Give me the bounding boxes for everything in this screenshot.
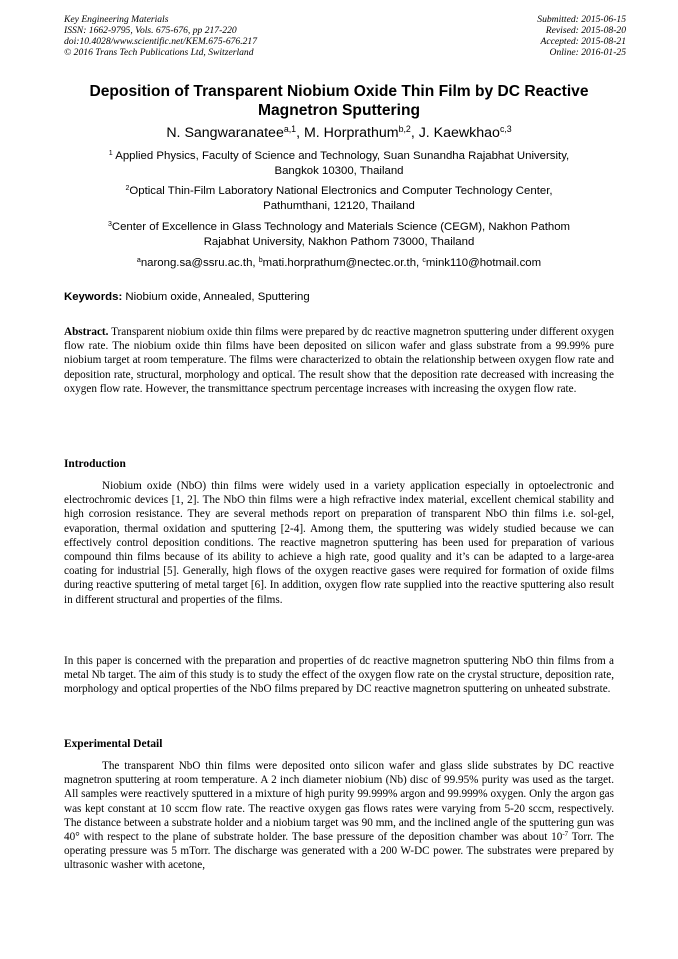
introduction-paragraph-2: In this paper is concerned with the preparation and properties of dc reactive magnetron sputtering NbO thin films from a metal Nb target. The aim of this study is to study the effect of the oxygen flow rate on the crystal structure, deposition rate, morphology and optical properties of the NbO films prepared by DC reactive magnetron sputtering on unheated substrate.	[64, 655, 614, 696]
keywords-label: Keywords:	[64, 291, 123, 303]
email-address[interactable]: mati.horprathum@nectec.or.th,	[262, 257, 423, 269]
journal-header	[64, 14, 257, 58]
date-online: Online: 2016-01-25	[549, 47, 626, 58]
author-name: M. Horprathum	[303, 125, 399, 141]
author-list	[64, 124, 614, 142]
affiliation-line: Pathumthani, 12120, Thailand	[263, 200, 415, 212]
affiliation-line: Bangkok 10300, Thailand	[274, 165, 404, 177]
experimental-text: Torr. The operating pressure was 5 mTorr. The discharge was generated with a 200 W-DC power. The substrates were prepared by ultrasonic washer with acetone,	[64, 831, 614, 872]
affiliation-line: Optical Thin-Film Laboratory National Electronics and Computer Technology Center,	[129, 185, 553, 197]
email-sup: a	[136, 257, 141, 265]
paper-title	[64, 82, 614, 120]
affiliation-3	[64, 220, 614, 250]
author-sup: b,2	[398, 124, 411, 135]
abstract-text: Transparent niobium oxide thin films were prepared by dc reactive magnetron sputtering under different oxygen flow rate. The niobium oxide thin films have been deposited on silicon wafer and glass substrate from a 99.99% pure niobium target at room temperature. The films were characterized to obtain the relationship between oxygen flow rate and deposition rate, structural, morphology and optical. The result show that the deposition rate decreased with increasing the oxygen flow rate. However, the transmittance spectrum percentage increases with increasing the oxygen flow rate.	[64, 326, 614, 395]
affiliation-2	[64, 184, 614, 214]
author-separator: ,	[410, 125, 419, 141]
experimental-heading: Experimental Detail	[64, 738, 163, 750]
affiliation-line: Applied Physics, Faculty of Science and Technology, Suan Sunandha Rajabhat University,	[112, 150, 570, 162]
affiliation-number: 2	[125, 185, 130, 193]
date-revised: Revised: 2015-08-20	[545, 25, 626, 36]
keywords-text: Niobium oxide, Annealed, Sputtering	[122, 291, 310, 303]
keywords	[64, 290, 614, 305]
abstract	[64, 325, 614, 396]
introduction-heading: Introduction	[64, 458, 126, 470]
title-line-2: Magnetron Sputtering	[258, 102, 420, 119]
affiliation-number: 1	[108, 150, 113, 158]
journal-issn: ISSN: 1662-9795, Vols. 675-676, pp 217-220	[64, 25, 237, 36]
date-submitted: Submitted: 2015-06-15	[537, 14, 626, 25]
affiliation-number: 3	[107, 221, 112, 229]
title-line-1: Deposition of Transparent Niobium Oxide Thin Film by DC Reactive	[89, 83, 589, 100]
affiliation-line: Center of Excellence in Glass Technology and Materials Science (CEGM), Nakhon Pathom	[111, 221, 571, 233]
pressure-exponent: -7	[562, 830, 569, 839]
introduction-paragraph-1: Niobium oxide (NbO) thin films were widely used in a variety application especially in optoelectronic and electrochromic devices [1, 2]. The NbO thin films were a high refractive index material, excellent chemical stability and high corrosion resistance. They are several methods report on preparation of transparent NbO thin films i.e. sol-gel, evaporation, thermal oxidation and sputtering [2-4]. Among them, the sputtering was widely studied because we can effectively control deposition conditions. The reactive magnetron sputtering has been used for preparation of various compound thin films because of its ability to achieve a high rate, good quality and it’s can be adapted to a large-area coating for industrial [5]. Generally, high flows of the oxygen reactive gases were required for formation of oxide films during reactive sputtering of metal target [6]. In addition, oxygen flow rate supplied into the reactive sputtering also result in different structural and properties of the films.	[64, 480, 614, 606]
experimental-text: The transparent NbO thin films were deposited onto silicon wafer and glass slide substrates by DC reactive magnetron sputtering at room temperature. A 2 inch diameter niobium (Nb) disc of 99.95% purity was used as the target. All samples were reactively sputtered in a mixture of high purity 99.999% argon and 99.999% oxygen. Only the argon gas was kept constant at 10 sccm flow rate. The reactive oxygen gas flows rates were varying from 5-20 sccm, respectively. The distance between a substrate holder and a niobium target was 90 mm, and the inclined angle of the sputtering gun was 40° with respect to the plane of substrate holder. The base pressure of the deposition chamber was about 10	[64, 760, 614, 844]
dates-header	[537, 14, 626, 58]
date-accepted: Accepted: 2015-08-21	[540, 36, 626, 47]
email-address[interactable]: narong.sa@ssru.ac.th,	[140, 257, 259, 269]
author-name: N. Sangwaranatee	[166, 125, 284, 141]
experimental-paragraph-1	[64, 759, 614, 873]
journal-doi: doi:10.4028/www.scientific.net/KEM.675-676.217	[64, 36, 258, 47]
abstract-label: Abstract.	[64, 326, 109, 338]
journal-copyright: © 2016 Trans Tech Publications Ltd, Switzerland	[64, 47, 254, 58]
author-sup: c,3	[499, 124, 512, 135]
email-sup: c	[422, 257, 426, 265]
author-emails	[64, 256, 614, 271]
author-name: J. Kaewkhao	[418, 125, 500, 141]
email-address[interactable]: mink110@hotmail.com	[425, 257, 542, 269]
journal-name: Key Engineering Materials	[64, 14, 169, 25]
email-sup: b	[258, 257, 263, 265]
affiliation-line: Rajabhat University, Nakhon Pathom 73000, Thailand	[203, 236, 475, 248]
author-separator: ,	[296, 125, 304, 141]
author-sup: a,1	[283, 124, 297, 135]
affiliation-1	[64, 149, 614, 179]
